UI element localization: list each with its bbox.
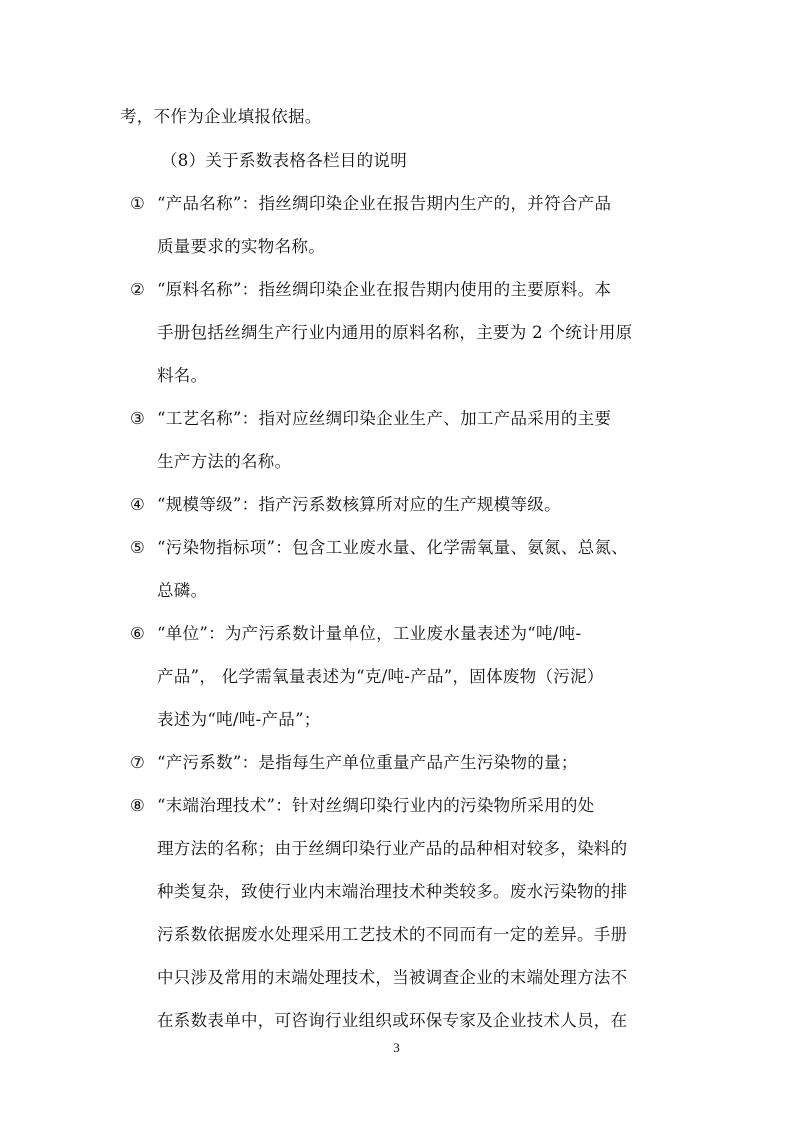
list-item-marker: ⑥: [130, 624, 146, 643]
list-item-marker: ⑧: [130, 796, 146, 815]
list-item-text: “原料名称”：指丝绸印染企业在报告期内使用的主要原料。本: [157, 280, 612, 299]
list-item-text: 在系数表单中，可咨询行业组织或环保专家及企业技术人员，在: [157, 1011, 628, 1030]
list-item-text: 总磷。: [157, 581, 208, 600]
page-number: 3: [393, 1040, 400, 1055]
list-item-marker: ④: [130, 495, 146, 514]
list-item-text: “规模等级”：指产污系数核算所对应的生产规模等级。: [157, 495, 561, 514]
list-item-text: 产品”， 化学需氧量表述为“克/吨-产品”，固体废物（污泥）: [157, 667, 604, 686]
list-item-text: “单位”：为产污系数计量单位，工业废水量表述为“吨/吨-: [157, 624, 582, 643]
list-item-text: 质量要求的实物名称。: [157, 237, 325, 256]
section-heading: （8）关于系数表格各栏目的说明: [161, 151, 407, 170]
list-item-marker: ①: [130, 194, 146, 213]
list-item-marker: ⑦: [130, 753, 146, 772]
list-item-text: “工艺名称”：指对应丝绸印染企业生产、加工产品采用的主要: [157, 409, 612, 428]
list-item-text: 手册包括丝绸生产行业内通用的原料名称，主要为 2 个统计用原: [157, 323, 633, 342]
list-item-marker: ②: [130, 280, 146, 299]
list-item-text: 中只涉及常用的末端处理技术，当被调查企业的末端处理方法不: [157, 968, 628, 987]
list-item-text: “末端治理技术”：针对丝绸印染行业内的污染物所采用的处: [157, 796, 595, 815]
list-item-text: 污系数依据废水处理采用工艺技术的不同而有一定的差异。手册: [157, 925, 628, 944]
list-item-marker: ⑤: [130, 538, 146, 557]
list-item-text: 理方法的名称；由于丝绸印染行业产品的品种相对较多，染料的: [157, 839, 628, 858]
list-item-text: 种类复杂，致使行业内末端治理技术种类较多。废水污染物的排: [157, 882, 628, 901]
list-item-text: “产污系数”：是指每生产单位重量产品产生污染物的量；: [157, 753, 578, 772]
intro-line: 考，不作为企业填报依据。: [120, 107, 322, 126]
list-item-marker: ③: [130, 409, 146, 428]
list-item-text: 表述为“吨/吨-产品”；: [157, 710, 321, 729]
list-item-text: “污染物指标项”：包含工业废水量、化学需氧量、氨氮、总氮、: [157, 538, 629, 557]
list-item-text: 生产方法的名称。: [157, 452, 292, 471]
list-item-text: “产品名称”：指丝绸印染企业在报告期内生产的，并符合产品: [157, 194, 612, 213]
list-item-text: 料名。: [157, 366, 208, 385]
